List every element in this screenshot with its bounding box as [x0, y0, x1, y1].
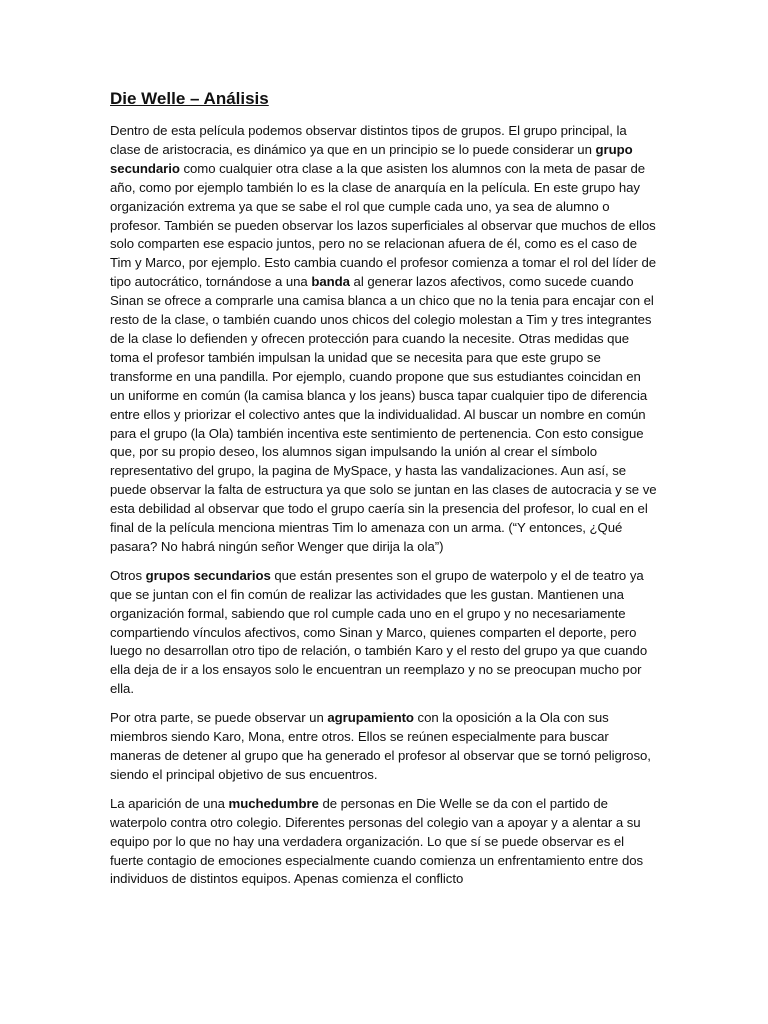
paragraph-4-run-1: La aparición de una	[110, 795, 229, 811]
paragraph-3-run-1: Por otra parte, se puede observar un	[110, 710, 328, 726]
paragraph-3-bold-agrupamiento: agrupamiento	[327, 710, 414, 726]
paragraph-3	[110, 709, 658, 785]
paragraph-1-bold-grupo-secundario: grupo secundario	[110, 141, 633, 176]
paragraph-1-run-1: Dentro de esta película podemos observar distintos tipos de grupos. El grupo principal, la clase de aristocracia, es dinámico ya que en un principio se lo puede considerar un	[110, 123, 627, 157]
paragraph-1-bold-banda: banda	[311, 274, 350, 290]
paragraph-2-run-1: Otros	[110, 567, 146, 583]
paragraph-4-bold-muchedumbre: muchedumbre	[228, 795, 319, 811]
paragraph-4	[110, 795, 658, 890]
paragraph-1-run-3: como cualquier otra clase a la que asisten los alumnos con la meta de pasar de año, como por ejemplo también lo es la clase de anarquía en la película. En este grupo hay organización extrema ya que se sabe el rol que cumple cada uno, ya sea de alumno o profesor. También se pueden observar los lazos superficiales al observar que muchos de ellos solo comparten ese espacio juntos, pero no se relacionan afuera de él, como es el caso de Tim y Marco, por ejemplo. Esto cambia cuando el profesor comienza a tomar el rol del líder de tipo autocrático, tornándose a una	[110, 160, 657, 290]
document-title: Die Welle – Análisis	[110, 89, 269, 108]
paragraph-3-run-3: con la oposición a la Ola con sus miembros siendo Karo, Mona, entre otros. Ellos se reúnen especialmente para buscar maneras de detener al grupo que ha generado el profesor al observar que se tornó peligroso, siendo el principal objetivo de sus encuentros.	[110, 710, 651, 782]
paragraph-4-run-3: de personas en Die Welle se da con el partido de waterpolo contra otro colegio. Diferentes personas del colegio van a apoyar y a alentar a su equipo por lo que no hay una verdadera organización. Lo que sí se puede observar es el fuerte contagio de emociones especialmente cuando comienza un enfrentamiento entre dos individuos de distintos equipos. Apenas comienza el conflicto	[110, 795, 644, 887]
paragraph-1-run-5: al generar lazos afectivos, como sucede cuando Sinan se ofrece a comprarle una camisa blanca a un chico que no la tenia para encajar con el resto de la clase, o también cuando unos chicos del colegio molestan a Tim y tres integrantes de la clase lo defienden y ofrecen protección para cuando la necesite. Otras medidas que toma el profesor también impulsan la unidad que se necesita para que este grupo se transforme en una pandilla. Por ejemplo, cuando propone que sus estudiantes coincidan en un uniforme en común (la camisa blanca y los jeans) busca tapar cualquier tipo de diferencia entre ellos y priorizar el colectivo antes que la individualidad. Al buscar un nombre en común para el grupo (la Ola) también incentiva este sentimiento de pertenencia. Con esto consigue que, por su propio deseo, los alumnos sigan impulsando la unión al crear el símbolo representativo del grupo, la pagina de MySpace, y hasta las vandalizaciones. Aun así, se puede observar la falta de estructura ya que solo se juntan en las clases de autocracia y se ve esta debilidad al observar que todo el grupo caería sin la presencia del profesor, lo cual en el final de la película menciona mientras Tim lo amenaza con un arma. (“Y entonces, ¿Qué pasara? No habrá ningún señor Wenger que dirija la ola”)	[110, 274, 657, 554]
paragraph-2-bold-grupos-secundarios: grupos secundarios	[145, 567, 271, 583]
paragraph-2-run-3: que están presentes son el grupo de waterpolo y el de teatro ya que se juntan con el fin común de realizar las actividades que les gustan. Mantienen una organización formal, sabiendo que rol cumple cada uno en el grupo y no necesariamente compartiendo vínculos afectivos, como Sinan y Marco, quienes comparten el deporte, pero luego no desarrollan otro tipo de relación, o también Karo y el resto del grupo ya que cuando ella deja de ir a los ensayos solo le encuentran un reemplazo y no se preocupan mucho por ella.	[110, 567, 648, 697]
paragraph-1	[110, 122, 658, 557]
paragraph-2	[110, 567, 658, 699]
document-page	[110, 88, 658, 899]
